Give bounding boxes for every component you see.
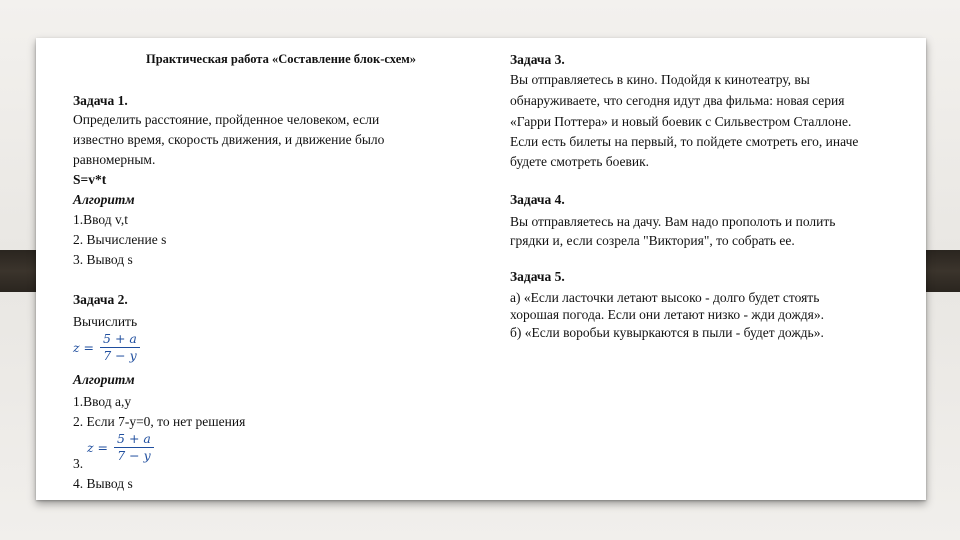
task2-step-4: 4. Вывод s bbox=[73, 476, 133, 491]
task4-line-2: грядки и, если созрела "Виктория", то собрать ее. bbox=[510, 233, 795, 248]
formula-fraction bbox=[100, 332, 140, 363]
task3-line-3: «Гарри Поттера» и новый боевик с Сильвестром Сталлоне. bbox=[510, 114, 852, 129]
task5-line-1: а) «Если ласточки летают высоко - долго будет стоять bbox=[510, 290, 820, 305]
task5-line-3: б) «Если воробьи кувыркаются в пыли - будет дождь». bbox=[510, 325, 824, 340]
formula-numerator: 5 + a bbox=[114, 432, 154, 448]
task5-heading: Задача 5. bbox=[510, 269, 565, 284]
task3-line-5: будете смотреть боевик. bbox=[510, 154, 650, 169]
task3-line-2: обнаруживаете, что сегодня идут два фильма: новая серия bbox=[510, 93, 845, 108]
task3-line-1: Вы отправляетесь в кино. Подойдя к кинотеатру, вы bbox=[510, 72, 810, 87]
task3-heading: Задача 3. bbox=[510, 52, 565, 67]
task2-algo-heading: Алгоритм bbox=[73, 372, 135, 387]
formula-lhs: z = bbox=[87, 440, 109, 455]
task2-formula bbox=[73, 332, 140, 363]
task1-formula: S=v*t bbox=[73, 172, 107, 187]
task1-line-1: Определить расстояние, пройденное человеком, если bbox=[73, 112, 380, 127]
task2-step3-formula bbox=[87, 432, 154, 463]
task2-step-2: 2. Если 7-y=0, то нет решения bbox=[73, 414, 246, 429]
task1-heading: Задача 1. bbox=[73, 93, 128, 108]
task2-heading: Задача 2. bbox=[73, 292, 128, 307]
page-title: Практическая работа «Составление блок-схем» bbox=[146, 52, 417, 66]
task2-text: Вычислить bbox=[73, 314, 138, 329]
task1-algo-heading: Алгоритм bbox=[73, 192, 135, 207]
task1-step-1: 1.Ввод v,t bbox=[73, 212, 129, 227]
task2-step-1: 1.Ввод a,y bbox=[73, 394, 132, 409]
task4-line-1: Вы отправляетесь на дачу. Вам надо прополоть и полить bbox=[510, 214, 836, 229]
task4-heading: Задача 4. bbox=[510, 192, 565, 207]
formula-denominator: 7 − y bbox=[117, 448, 151, 463]
task1-line-2: известно время, скорость движения, и движение было bbox=[73, 132, 385, 147]
formula-fraction bbox=[114, 432, 154, 463]
formula-denominator: 7 − y bbox=[103, 348, 137, 363]
task5-line-2: хорошая погода. Если они летают низко - жди дождя». bbox=[510, 307, 824, 322]
task2-step-3: 3. bbox=[73, 456, 84, 471]
formula-numerator: 5 + a bbox=[100, 332, 140, 348]
task1-step-3: 3. Вывод s bbox=[73, 252, 133, 267]
task1-step-2: 2. Вычисление s bbox=[73, 232, 167, 247]
task3-line-4: Если есть билеты на первый, то пойдете смотреть его, иначе bbox=[510, 134, 859, 149]
formula-lhs: z = bbox=[73, 340, 95, 355]
task1-line-3: равномерным. bbox=[73, 152, 156, 167]
document-page bbox=[36, 38, 926, 500]
